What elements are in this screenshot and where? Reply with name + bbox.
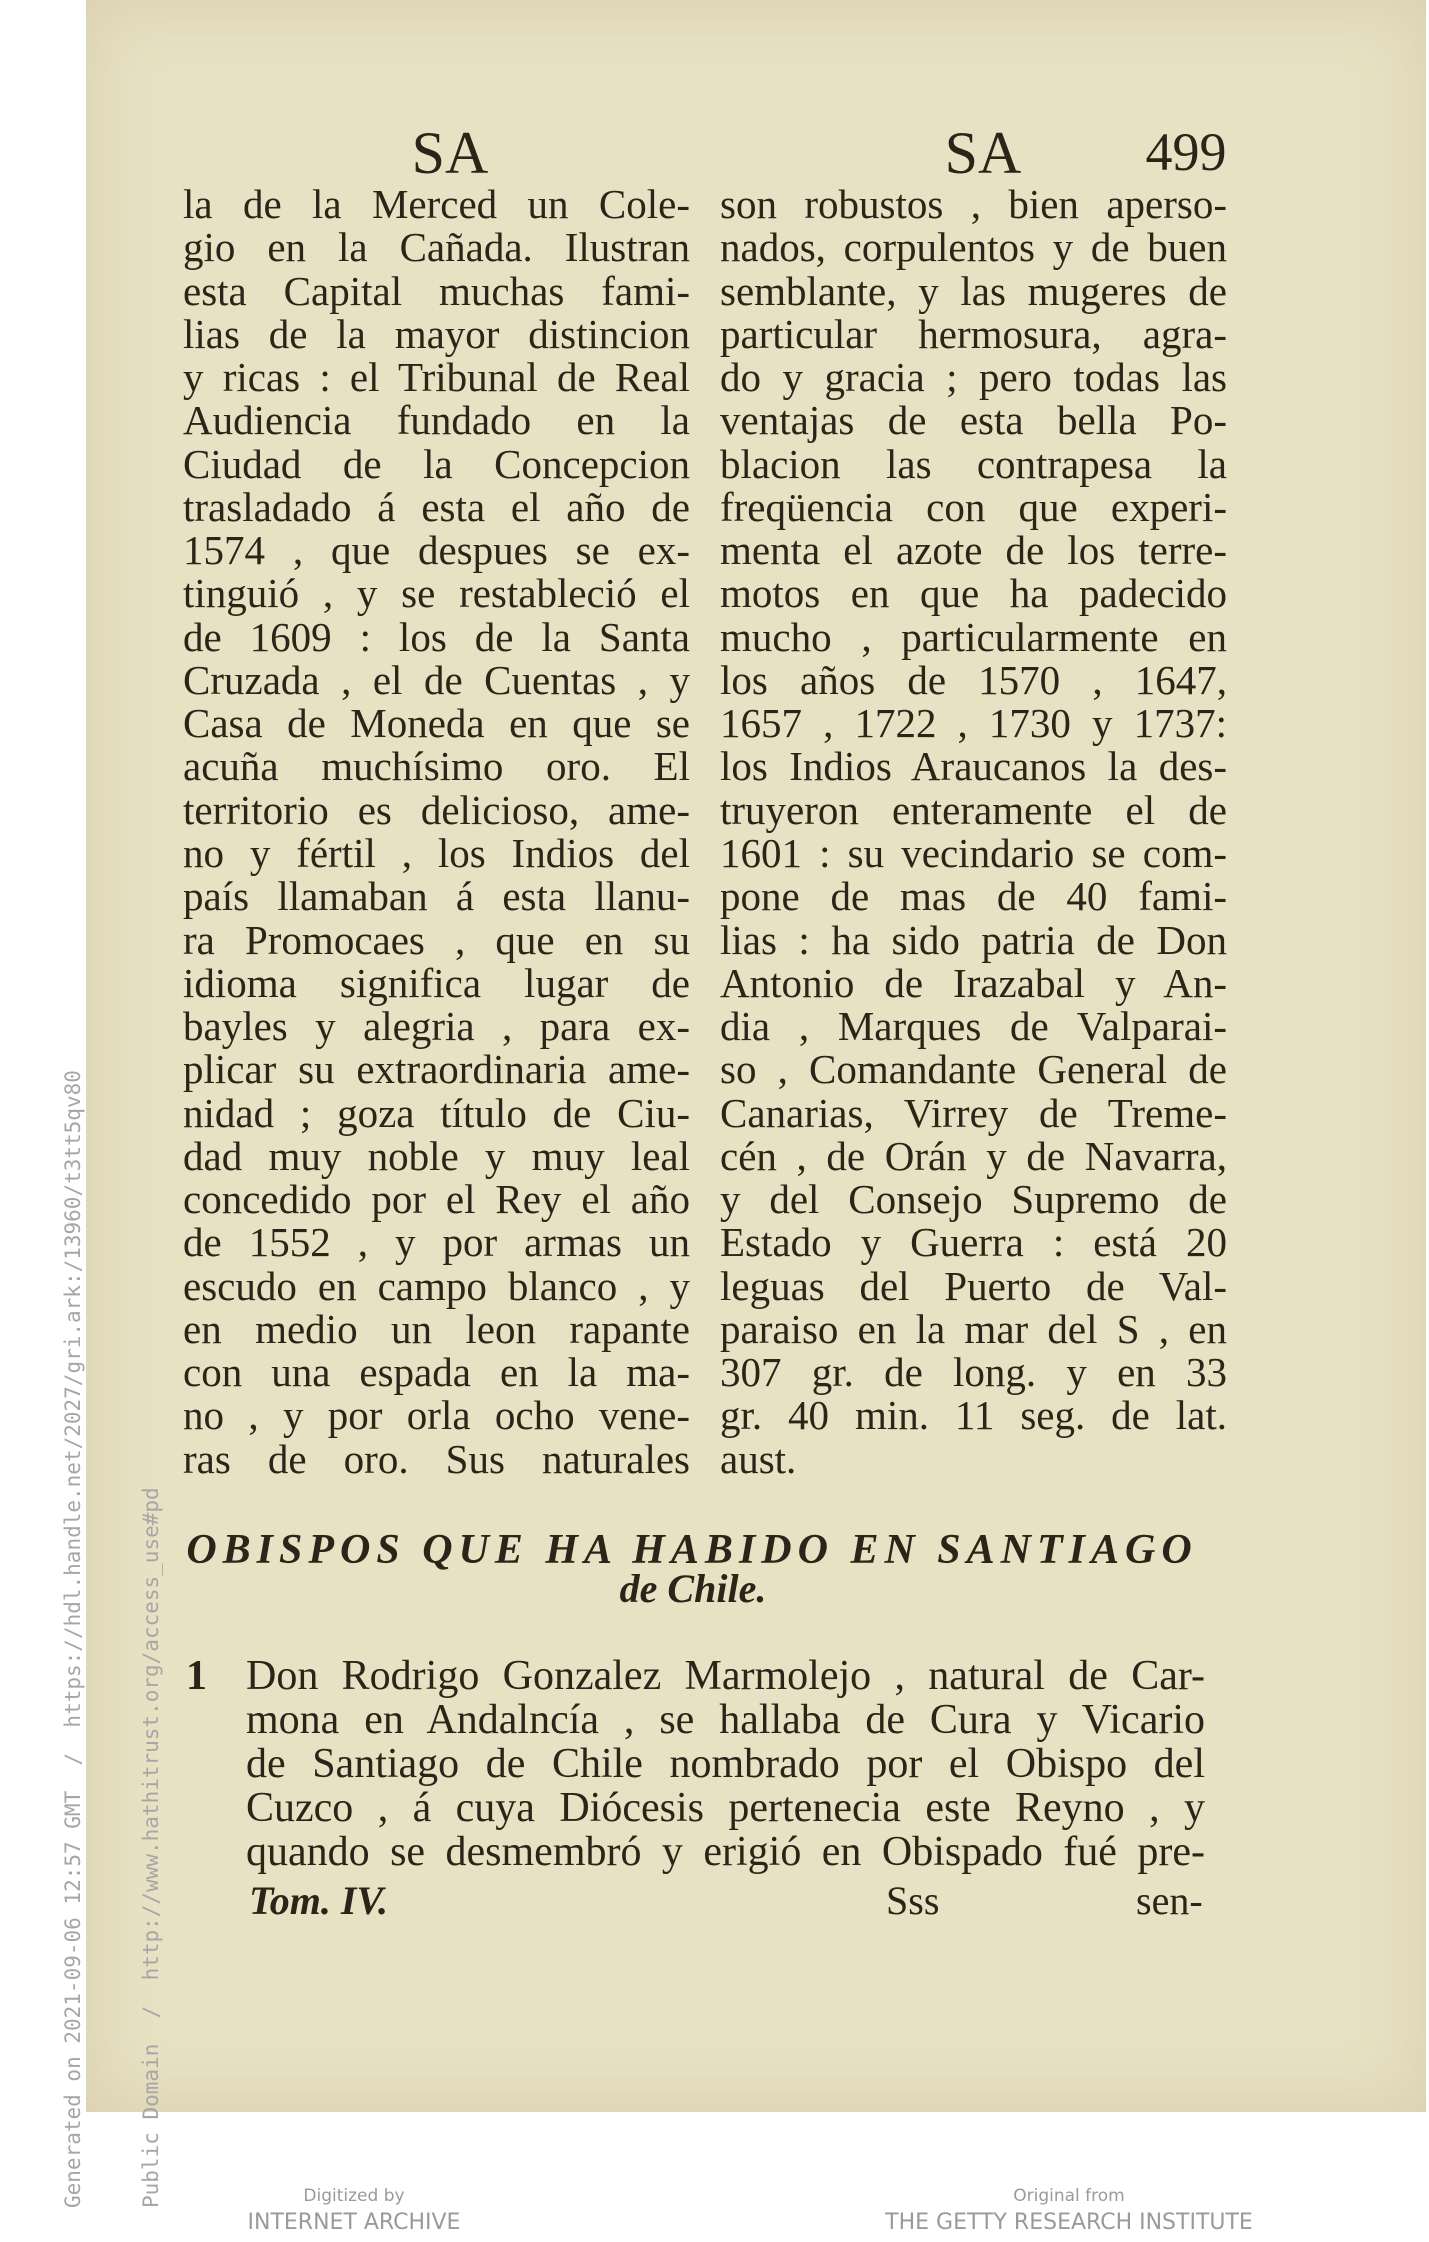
column-line: la de la Merced un Cole- [183,181,690,227]
column-line: concedido por el Rey el año [183,1176,690,1223]
digitized-by-label: Digitized by [303,2186,405,2206]
volume-label: Tom. IV. [249,1878,388,1923]
column-line: gio en la Cañada. Ilustran [183,224,690,271]
column-line: bayles y alegria , para ex- [183,1003,690,1050]
digitized-by-name: INTERNET ARCHIVE [247,2210,461,2235]
column-line: son robustos , bien aperso- [720,181,1227,227]
column-line: Canarias, Virrey de Treme- [720,1089,1227,1136]
column-line: de 1552 , y por armas un [183,1219,690,1266]
column-line: pone de mas de 40 fami- [720,873,1227,920]
right-column [720,183,1227,1481]
entry-line: mona en Andalncía , se hallaba de Cura y Vicario [246,1696,1205,1743]
signature-mark: Sss [886,1878,940,1923]
column-line: de 1609 : los de la Santa [183,613,690,660]
column-line: y ricas : el Tribunal de Real [183,354,690,401]
column-line: ventajas de esta bella Po- [720,397,1227,444]
column-line: acuña muchísimo oro. El [183,743,690,790]
column-line: cén , de Orán y de Navarra, [720,1132,1227,1179]
entry-text [246,1655,1205,1874]
column-line: los años de 1570 , 1647, [720,656,1227,703]
watermark-rights-line: Public Domain / http://www.hathitrust.org/access_use#pd [139,1487,163,2208]
column-line: Audiencia fundado en la [183,397,690,444]
entry-line: Don Rodrigo Gonzalez Marmolejo , natural de Car- [246,1653,1205,1699]
column-line: gr. 40 min. 11 seg. de lat. [720,1392,1227,1439]
hathitrust-watermark [8,1048,190,2208]
column-line: dia , Marques de Valparai- [720,1003,1227,1050]
column-line: Antonio de Irazabal y An- [720,959,1227,1006]
column-line: no , y por orla ocho vene- [183,1392,690,1439]
page-number: 499 [1145,122,1227,182]
catchword: sen- [1136,1878,1203,1923]
column-line: aust. [720,1435,797,1482]
column-line: no y fértil , los Indios del [183,829,690,876]
column-line: territorio es delicioso, ame- [183,786,690,833]
column-line: do y gracia ; pero todas las [720,354,1227,401]
column-line: nidad ; goza título de Ciu- [183,1089,690,1136]
entry-line: Cuzco , á cuya Diócesis pertenecia este Reyno , y [246,1784,1205,1831]
column-line: mucho , particularmente en [720,613,1227,660]
column-line: plicar su extraordinaria ame- [183,1046,690,1093]
column-line: Estado y Guerra : está 20 [720,1219,1227,1266]
column-line: 1574 , que despues se ex- [183,527,690,574]
left-column [183,183,690,1481]
section-subtitle: de Chile. [619,1566,767,1611]
entry-number: 1 [186,1653,207,1699]
column-line: 1657 , 1722 , 1730 y 1737: [720,700,1227,747]
column-line: motos en que ha padecido [720,570,1227,617]
column-line: trasladado á esta el año de [183,483,690,530]
column-line: nados, corpulentos y de buen [720,224,1227,271]
column-line: país llamaban á esta llanu- [183,873,690,920]
running-head-left: SA [411,120,489,186]
entry-line: de Santiago de Chile nombrado por el Obispo del [246,1740,1205,1787]
column-line: Cruzada , el de Cuentas , y [183,656,690,703]
column-line: 1601 : su vecindario se com- [720,829,1227,876]
column-line: ra Promocaes , que en su [183,916,690,963]
column-line: particular hermosura, agra- [720,310,1227,357]
column-line: dad muy noble y muy leal [183,1132,690,1179]
column-line: y del Consejo Supremo de [720,1176,1227,1223]
column-line: menta el azote de los terre- [720,527,1227,574]
column-line: freqüencia con que experi- [720,483,1227,530]
column-line: tinguió , y se restableció el [183,570,690,617]
column-line: so , Comandante General de [720,1046,1227,1093]
column-line: truyeron enteramente el de [720,786,1227,833]
column-line: en medio un leon rapante [183,1305,690,1352]
original-from-name: THE GETTY RESEARCH INSTITUTE [885,2210,1253,2235]
column-line: ras de oro. Sus naturales [183,1435,690,1482]
watermark-generated-line: Generated on 2021-09-06 12:57 GMT / https://hdl.handle.net/2027/gri.ark:/13960/t3tt5qv80 [61,1070,85,2208]
column-line: idioma significa lugar de [183,959,690,1006]
column-line: Ciudad de la Concepcion [183,440,690,487]
column-line: lias de la mayor distincion [183,310,690,357]
column-line: con una espada en la ma- [183,1349,690,1396]
column-line: escudo en campo blanco , y [183,1262,690,1309]
column-line: paraiso en la mar del S , en [720,1305,1227,1352]
column-line: lias : ha sido patria de Don [720,916,1227,963]
section-title: OBISPOS QUE HA HABIDO EN SANTIAGO [186,1527,1198,1573]
column-line: blacion las contrapesa la [720,440,1227,487]
column-line: los Indios Araucanos la des- [720,743,1227,790]
column-line: semblante, y las mugeres de [720,267,1227,314]
column-line: Casa de Moneda en que se [183,700,690,747]
running-head-right: SA [944,120,1022,186]
original-from-label: Original from [1013,2186,1125,2206]
column-line: leguas del Puerto de Val- [720,1262,1227,1309]
column-line: esta Capital muchas fami- [183,267,690,314]
entry-line: quando se desmembró y erigió en Obispado fué pre- [246,1828,1205,1875]
column-line: 307 gr. de long. y en 33 [720,1349,1227,1396]
